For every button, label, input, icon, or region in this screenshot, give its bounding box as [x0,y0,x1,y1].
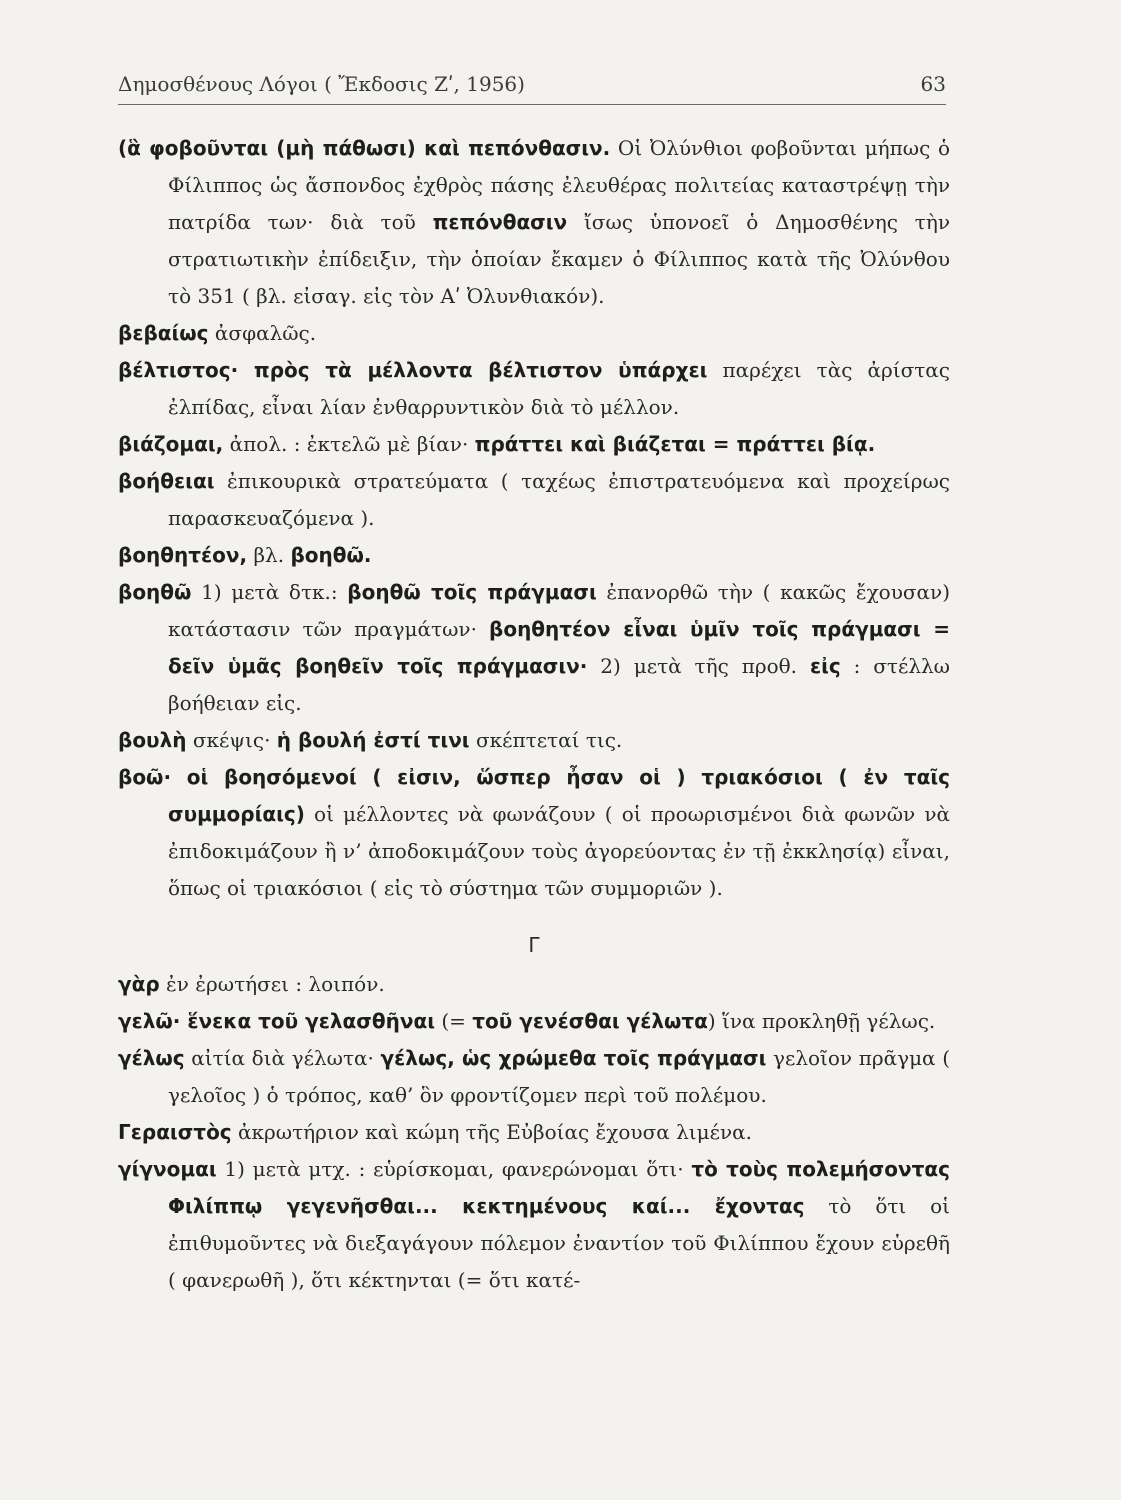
headword-text: πράττει καὶ βιάζεται = πράττει βίᾳ. [474,432,876,456]
glossary-entry [118,315,950,352]
headword-text: βοήθειαι [118,469,215,493]
glossary-entry [118,537,950,574]
running-title: Δημοσθένους Λόγοι ( Ἔκδοσις Ζʹ, 1956) [118,72,525,96]
definition-text: ἀσφαλῶς. [208,321,317,345]
headword-text: γέλως [118,1046,185,1070]
headword-text: γελῶ· ἕνεκα τοῦ γελασθῆναι [118,1009,435,1033]
glossary-entry [118,1003,950,1040]
definition-text: οἱ μέλλοντες νὰ φωνάζουν ( οἱ προωρισμένοι διὰ φωνῶν νὰ ἐπιδοκιμάζουν ἢ ν’ ἀποδοκιμάζουν τοὺς ἀγορεύοντας ἐν τῇ ἐκκλησίᾳ) εἶναι, ὅπως οἱ τριακόσιοι ( εἰς τὸ σύστημα τῶν συμμοριῶν ). [168,802,950,900]
glossary-entry [118,130,950,315]
definition-text: (= [435,1009,473,1033]
header-rule [118,104,946,105]
definition-text: Γ [528,933,540,957]
definition-text: ἀπολ. : ἐκτελῶ μὲ βίαν· [223,432,475,456]
definition-text: γελοῖον πρᾶγμα ( γελοῖος ) ὁ τρόπος, καθ’ ὃν φροντίζομεν περὶ τοῦ πολέμου. [168,1046,950,1107]
glossary-entry [118,759,950,907]
definition-text: ἀκρωτήριον καὶ κώμη τῆς Εὐβοίας ἔχουσα λιμένα. [231,1120,752,1144]
definition-text: ἐν ἐρωτήσει : λοιπόν. [159,972,385,996]
glossary-entry [118,1114,950,1151]
running-header [118,72,946,96]
definition-text: ἴσως ὑπονοεῖ ὁ Δημοσθένης τὴν στρατιωτικὴν ἐπίδειξιν, τὴν ὁποίαν ἔκαμεν ὁ Φίλιππος κατὰ τῆς Ὀλύνθου τὸ 351 ( βλ. εἰσαγ. εἰς τὸν Αʹ Ὀλυνθιακόν). [168,210,950,308]
section-letter [118,927,950,964]
glossary-body [118,130,950,1299]
definition-text: αἰτία διὰ γέλωτα· [184,1046,381,1070]
definition-text: βλ. [247,543,291,567]
headword-text: βοηθητέον εἶναι ὑμῖν τοῖς πράγμασι = δεῖν ὑμᾶς βοηθεῖν τοῖς πράγμασιν· [168,617,950,678]
definition-text: ἐπικουρικὰ στρατεύματα ( ταχέως ἐπιστρατευόμενα καὶ προχείρως παρασκευαζόμενα ). [168,469,950,530]
glossary-entry [118,352,950,426]
headword-text: βοηθητέον, [118,543,248,567]
definition-text: 2) μετὰ τῆς προθ. [587,654,810,678]
glossary-entry [118,722,950,759]
headword-text: βοηθῶ [118,580,192,604]
headword-text: Γεραιστὸς [118,1120,232,1144]
headword-text: (ἃ φοβοῦνται (μὴ πάθωσι) καὶ πεπόνθασιν. [118,136,611,160]
headword-text: τοῦ γενέσθαι γέλωτα [472,1009,708,1033]
headword-text: βοῶ· οἱ βοησόμενοί ( εἰσιν, ὥσπερ ἦσαν οἱ ) τριακόσιοι ( ἐν ταῖς συμμορίαις) [118,765,950,826]
glossary-entry [118,1040,950,1114]
definition-text: τὸ ὅτι οἱ ἐπιθυμοῦντες νὰ διεξαγάγουν πόλεμον ἐναντίον τοῦ Φιλίππου ἔχουν εὑρεθῆ ( φανερωθῆ ), ὅτι κέκτηνται (= ὅτι κατέ- [168,1194,950,1292]
definition-text: ) ἵνα προκληθῇ γέλως. [707,1009,936,1033]
headword-text: βουλὴ [118,728,187,752]
page-number: 63 [920,72,946,96]
glossary-entry [118,574,950,722]
headword-text: βέλτιστος· πρὸς τὰ μέλλοντα βέλτιστον ὑπάρχει [118,358,708,382]
headword-text: ἡ βουλή ἐστί τινι [276,728,470,752]
definition-text: παρέχει τὰς ἀρίστας ἐλπίδας, εἶναι λίαν ἐνθαρρυντικὸν διὰ τὸ μέλλον. [168,358,950,419]
glossary-entry [118,966,950,1003]
headword-text: τὸ τοὺς πολεμήσοντας Φιλίππῳ γεγενῆσθαι... κεκτημένους καί... ἔχοντας [168,1157,950,1218]
headword-text: γὰρ [118,972,160,996]
headword-text: εἰς [809,654,841,678]
glossary-entry [118,426,950,463]
headword-text: βοηθῶ τοῖς πράγμασι [347,580,597,604]
headword-text: γίγνομαι [118,1157,217,1181]
definition-text: 1) μετὰ μτχ. : εὑρίσκομαι, φανερώνομαι ὅτι· [216,1157,692,1181]
glossary-entry [118,463,950,537]
definition-text: 1) μετὰ δτκ.: [191,580,348,604]
headword-text: γέλως, ὡς χρώμεθα τοῖς πράγμασι [380,1046,767,1070]
headword-text: βιάζομαι, [118,432,224,456]
definition-text: σκέπτεταί τις. [469,728,623,752]
headword-text: πεπόνθασιν [432,210,568,234]
definition-text: : στέλλω βοήθειαν εἰς. [168,654,950,715]
definition-text: Οἱ Ὀλύνθιοι φοβοῦνται μήπως ὁ Φίλιππος ὡς ἄσπονδος ἐχθρὸς πάσης ἐλευθέρας πολιτείας καταστρέψῃ τὴν πατρίδα των· διὰ τοῦ [168,136,950,234]
definition-text: σκέψις· [186,728,277,752]
headword-text: βοηθῶ. [290,543,372,567]
definition-text: ἐπανορθῶ τὴν ( κακῶς ἔχουσαν) κατάστασιν τῶν πραγμάτων· [168,580,951,641]
headword-text: βεβαίως [118,321,209,345]
glossary-entry [118,1151,950,1299]
